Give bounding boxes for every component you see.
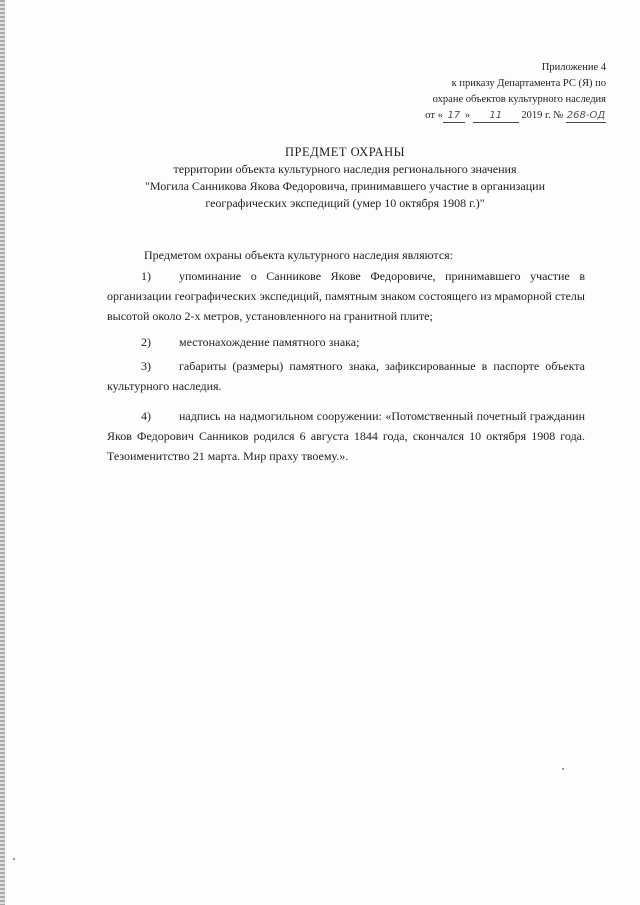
- subtitle-line-3: географических экспедиций (умер 10 октября 1908 г.)": [205, 196, 485, 210]
- scan-speck: [562, 768, 564, 770]
- item-number: 1): [141, 269, 151, 283]
- order-year: 2019 г. №: [521, 110, 564, 121]
- title-block: [110, 143, 580, 212]
- item-text: надпись на надмогильном сооружении: «Потомственный почетный гражданин Яков Федорович Санников родился 6 августа 1844 года, скончался 10 октября 1908 года. Тезоименитство 21 марта. Мир праху твоему.».: [107, 409, 585, 463]
- item-number: 4): [141, 409, 151, 423]
- order-date-line: [346, 108, 606, 124]
- order-mid: »: [464, 110, 471, 121]
- item-number: 2): [141, 335, 151, 349]
- list-item: [107, 332, 585, 352]
- subtitle-line-1: территории объекта культурного наследия регионального значения: [173, 162, 517, 176]
- item-text: упоминание о Санникове Якове Федоровиче, принимавшего участие в организации географических экспедиций, памятным знаком состоящего из мраморной стелы высотой около 2-х метров, установленного на гранитной плите;: [107, 269, 585, 323]
- order-month: 11: [473, 110, 519, 123]
- item-text: габариты (размеры) памятного знака, зафиксированные в паспорте объекта культурного наследия.: [107, 359, 585, 393]
- list-item: [107, 406, 585, 466]
- scan-binding-edge: [0, 0, 5, 905]
- order-prefix: от «: [425, 110, 443, 121]
- list-item: [107, 356, 585, 396]
- scan-speck: [13, 858, 15, 860]
- list-item: [107, 266, 585, 326]
- appendix-department: охране объектов культурного наследия: [432, 94, 606, 105]
- appendix-number: Приложение 4: [541, 62, 606, 73]
- lead-text: Предметом охраны объекта культурного наследия являются:: [144, 248, 454, 262]
- order-number: 268-ОД: [566, 110, 606, 121]
- document-title: ПРЕДМЕТ ОХРАНЫ: [284, 145, 406, 159]
- appendix-order-ref: к приказу Департамента РС (Я) по: [451, 78, 606, 89]
- subtitle-line-2: "Могила Санникова Якова Федоровича, принимавшего участие в организации: [145, 179, 545, 193]
- order-day: 17: [443, 110, 465, 123]
- item-number: 3): [141, 359, 151, 373]
- appendix-header: [346, 60, 606, 124]
- item-text: местонахождение памятного знака;: [179, 335, 360, 349]
